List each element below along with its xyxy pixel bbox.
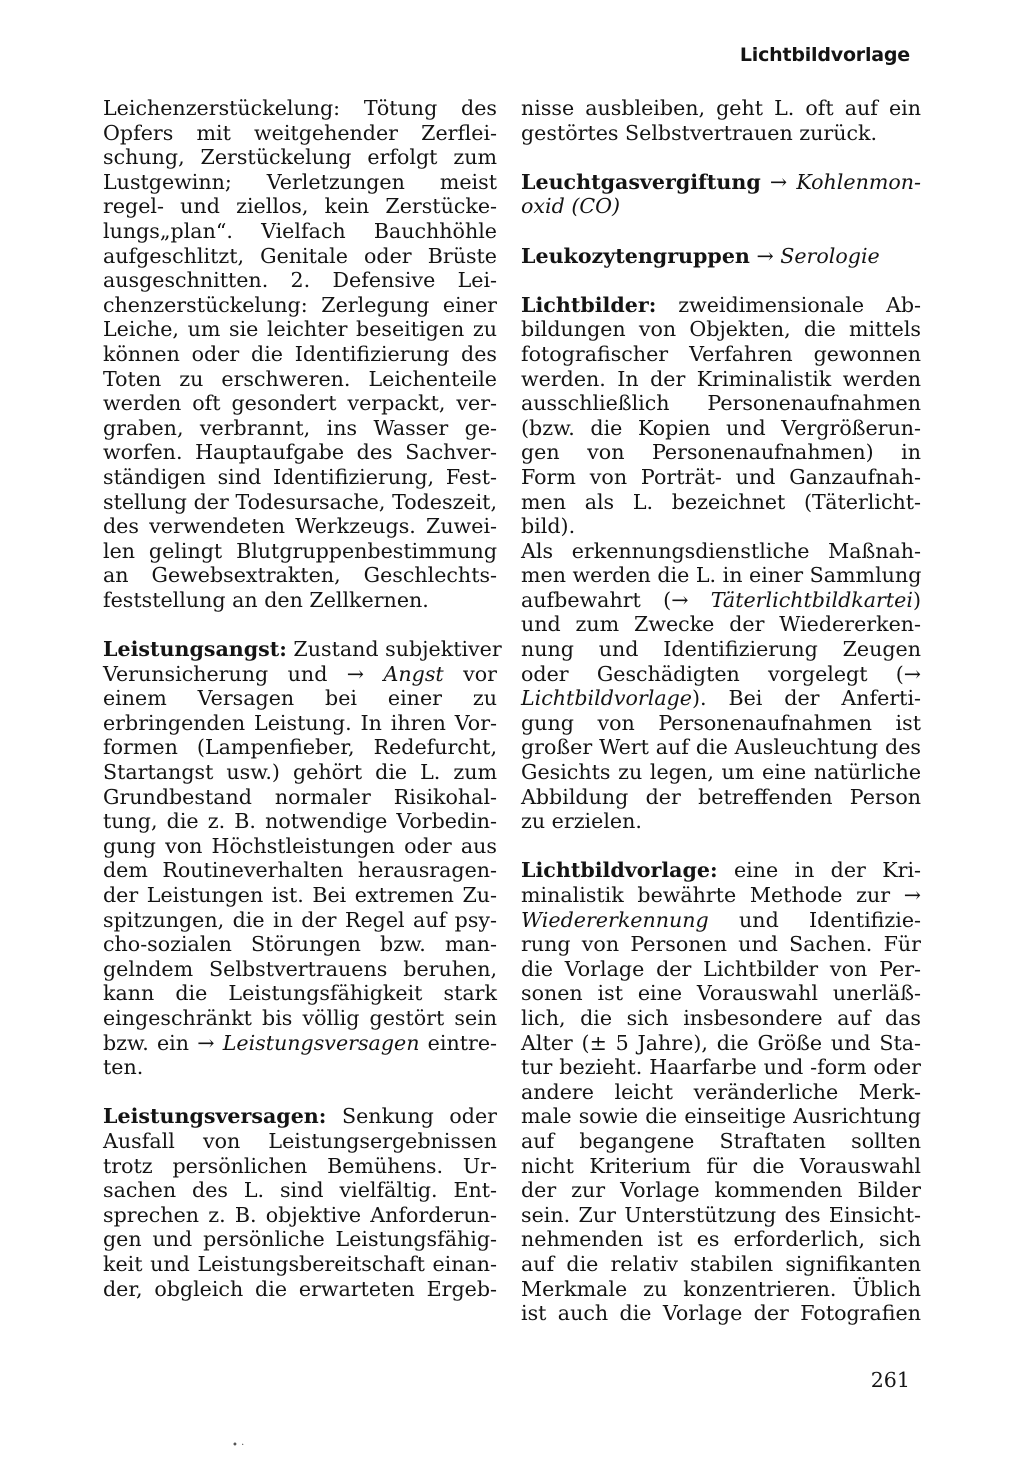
cross-reference: Leistungsversagen — [222, 1030, 420, 1055]
text-line: erbringenden Leistung. In ihren Vor- — [103, 710, 497, 735]
text-line: gen und persönliche Leistungsfähig- — [103, 1227, 497, 1252]
text-line: Alter (± 5 Jahre), die Größe und Sta- — [521, 1030, 921, 1055]
text-line: nisse ausbleiben, geht L. oft auf ein — [521, 96, 921, 120]
text-line: (bzw. die Kopien und Vergrößerun- — [521, 415, 921, 440]
text-line: ständigen sind Identifizierung, Fest- — [103, 464, 497, 489]
text-line: können oder die Identifizierung des — [103, 341, 497, 366]
cross-reference: Täterlichtbildkartei — [710, 587, 913, 612]
text-line: feststellung an den Zellkernen. — [103, 587, 429, 612]
text-line: sachen des L. sind vielfältig. Ent- — [103, 1178, 497, 1203]
entry-leistungsversagen — [103, 1104, 497, 1301]
text-line: Lichtbildvorlage). Bei der Anferti- — [521, 686, 921, 711]
text-line: len gelingt Blutgruppenbestimmung — [103, 538, 497, 563]
entry-term: Leuchtgasvergiftung — [521, 169, 761, 194]
text-line: Form von Porträt- und Ganzaufnah- — [521, 464, 921, 489]
text-line: men als L. bezeichnet (Täterlicht- — [521, 489, 921, 514]
text-line: ausgeschnitten. 2. Defensive Lei- — [103, 268, 497, 293]
text-line: Wiedererkennung und Identifizie- — [521, 907, 921, 932]
cross-reference: Lichtbildvorlage — [521, 686, 692, 711]
text-line: kann die Leistungsfähigkeit stark — [103, 981, 497, 1006]
text-line: trotz persönlichen Bemühens. Ur- — [103, 1153, 497, 1178]
text-line: worfen. Hauptaufgabe des Sachver- — [103, 440, 497, 465]
text-line: chenzerstückelung: Zerlegung einer — [103, 292, 497, 317]
text-line: der, obgleich die erwarteten Ergeb- — [103, 1276, 497, 1301]
text-line: aufgeschlitzt, Genitale oder Brüste — [103, 243, 497, 268]
entry-term: Lichtbildvorlage: — [521, 858, 718, 883]
text-line: des verwendeten Werkzeugs. Zuwei- — [103, 514, 497, 539]
text-line: Als erkennungsdienstliche Maßnah- — [521, 538, 921, 563]
text-line: Leukozytengruppen → Serologie — [521, 243, 880, 268]
text-line: Leistungsangst: Zustand subjektiver — [103, 637, 502, 662]
text-line: gelndem Selbstvertrauens beruhen, — [103, 956, 497, 981]
text-line: gen von Personenaufnahmen) in — [521, 440, 921, 465]
running-header: Lichtbildvorlage — [739, 44, 910, 66]
entry-leukozytengruppen — [521, 244, 921, 269]
text-line: Lichtbildvorlage: eine in der Kri- — [521, 858, 921, 883]
text-line: minalistik bewährte Methode zur → — [521, 883, 921, 907]
entry-leistungsversagen-continued — [521, 96, 921, 145]
text-line: gestörtes Selbstvertrauen zurück. — [521, 120, 878, 145]
text-line: gung von Personenaufnahmen ist — [521, 710, 921, 735]
text-line: tung, die z. B. notwendige Vorbedin- — [103, 809, 497, 834]
text-line: Merkmale zu konzentrieren. Üblich — [521, 1276, 921, 1301]
text-line: Toten zu erschweren. Leichenteile — [103, 366, 497, 391]
text-line: lungs„plan“. Vielfach Bauchhöhle — [103, 218, 497, 243]
entry-term: Lichtbilder: — [521, 292, 657, 317]
text-line: Opfers mit weitgehender Zerflei- — [103, 120, 497, 145]
text-line: keit und Leistungsbereitschaft einan- — [103, 1251, 497, 1276]
text-line: cho-sozialen Störungen bzw. man- — [103, 932, 497, 957]
text-line: men werden die L. in einer Sammlung — [521, 563, 922, 588]
text-line: sprechen z. B. objektive Anforderun- — [103, 1202, 497, 1227]
entry-term: Leistungsangst: — [103, 637, 287, 662]
text-line: Leuchtgasvergiftung → Kohlenmon- — [521, 169, 921, 194]
text-line: bildungen von Objekten, die mittels — [521, 317, 921, 342]
text-line: Leistungsversagen: Senkung oder — [103, 1104, 497, 1129]
text-line: der zur Vorlage kommenden Bilder — [521, 1178, 921, 1203]
text-line: formen (Lampenfieber, Redefurcht, — [103, 735, 497, 760]
text-line: nung und Identifizierung Zeugen — [521, 637, 921, 662]
text-line: Lichtbilder: zweidimensionale Ab- — [521, 292, 921, 317]
text-line: Lustgewinn; Verletzungen meist — [103, 169, 497, 194]
text-line: schung, Zerstückelung erfolgt zum — [103, 145, 497, 170]
text-line: sonen ist eine Vorauswahl unerläß- — [521, 981, 921, 1006]
text-line: Ausfall von Leistungsergebnissen — [103, 1128, 497, 1153]
text-line: Abbildung der betreffenden Person — [521, 784, 921, 809]
text-line: Gesichts zu legen, um eine natürliche — [521, 760, 921, 785]
text-line: werden. In der Kriminalistik werden — [521, 366, 921, 391]
text-line: nicht Kriterium für die Vorauswahl — [521, 1153, 921, 1178]
text-line: werden oft gesondert verpackt, ver- — [103, 391, 497, 416]
text-line: Grundbestand normaler Risikohal- — [103, 784, 497, 809]
cross-reference: Wiedererkennung — [521, 907, 709, 932]
text-line: Verunsicherung und → Angst vor — [103, 661, 497, 686]
text-line: ten. — [103, 1055, 144, 1080]
entry-term: Leistungsversagen: — [103, 1104, 327, 1129]
entry-lichtbildvorlage — [521, 858, 921, 1325]
text-line: aufbewahrt (→ Täterlichtbildkartei) — [521, 587, 921, 612]
text-line: male sowie die einseitige Ausrichtung — [521, 1104, 921, 1129]
entry-leuchtgasvergiftung — [521, 170, 921, 219]
text-line: bild). — [521, 514, 576, 539]
text-line: nehmenden ist es erforderlich, sich — [521, 1227, 921, 1252]
text-line: spitzungen, die in der Regel auf psy- — [103, 907, 497, 932]
entry-leichenzerstueckelung-continued — [103, 96, 497, 612]
text-line: an Gewebsextrakten, Geschlechts- — [103, 563, 497, 588]
entry-term: Leukozytengruppen — [521, 243, 750, 268]
text-line: stellung der Todesursache, Todeszeit, — [103, 489, 497, 514]
text-line: oder Geschädigten vorgelegt (→ — [521, 661, 921, 686]
text-line: tur bezieht. Haarfarbe und -form oder — [521, 1055, 921, 1080]
text-line — [521, 194, 921, 219]
scan-specks: • · — [232, 1440, 245, 1451]
entry-leistungsangst — [103, 637, 502, 1080]
text-line: bzw. ein → Leistungsversagen eintre- — [103, 1030, 497, 1055]
text-line: und zum Zwecke der Wiedererken- — [521, 612, 921, 637]
text-line: rung von Personen und Sachen. Für — [521, 932, 921, 957]
cross-reference: Kohlenmon- — [796, 169, 921, 194]
text-line: Startangst usw.) gehört die L. zum — [103, 760, 497, 785]
text-line: die Vorlage der Lichtbilder von Per- — [521, 956, 921, 981]
text-line: zu erzielen. — [521, 809, 642, 834]
text-line: regel- und ziellos, kein Zerstücke- — [103, 194, 497, 219]
text-line: großer Wert auf die Ausleuchtung des — [521, 735, 921, 760]
page-number: 261 — [870, 1368, 910, 1392]
text-line: sein. Zur Unterstützung des Einsicht- — [521, 1202, 921, 1227]
text-line: eingeschränkt bis völlig gestört sein — [103, 1005, 497, 1030]
text-line: ist auch die Vorlage der Fotografien — [521, 1301, 921, 1326]
cross-reference: Serologie — [780, 243, 880, 268]
left-column — [103, 96, 502, 1326]
text-line: einem Versagen bei einer zu — [103, 686, 497, 711]
text-line: lich, die sich insbesondere auf das — [521, 1005, 921, 1030]
text-line: ausschließlich Personenaufnahmen — [521, 391, 921, 416]
cross-reference: Angst — [383, 661, 444, 686]
text-line: auf die relativ stabilen signifikanten — [521, 1251, 921, 1276]
text-line: Leiche, um sie leichter beseitigen zu — [103, 317, 497, 342]
text-line: der Leistungen ist. Bei extremen Zu- — [103, 883, 497, 907]
entry-lichtbilder — [521, 293, 921, 834]
text-line: auf begangene Straftaten sollten — [521, 1128, 921, 1153]
cross-reference: oxid (CO) — [521, 194, 621, 219]
text-line: fotografischer Verfahren gewonnen — [521, 341, 921, 366]
text-line: graben, verbrannt, ins Wasser ge- — [103, 415, 497, 440]
text-line: Leichenzerstückelung: Tötung des — [103, 96, 497, 120]
text-line: gung von Höchstleistungen oder aus — [103, 833, 497, 858]
right-column — [521, 96, 921, 1350]
text-line: andere leicht veränderliche Merk- — [521, 1079, 921, 1104]
text-line: dem Routineverhalten herausragen- — [103, 858, 497, 883]
